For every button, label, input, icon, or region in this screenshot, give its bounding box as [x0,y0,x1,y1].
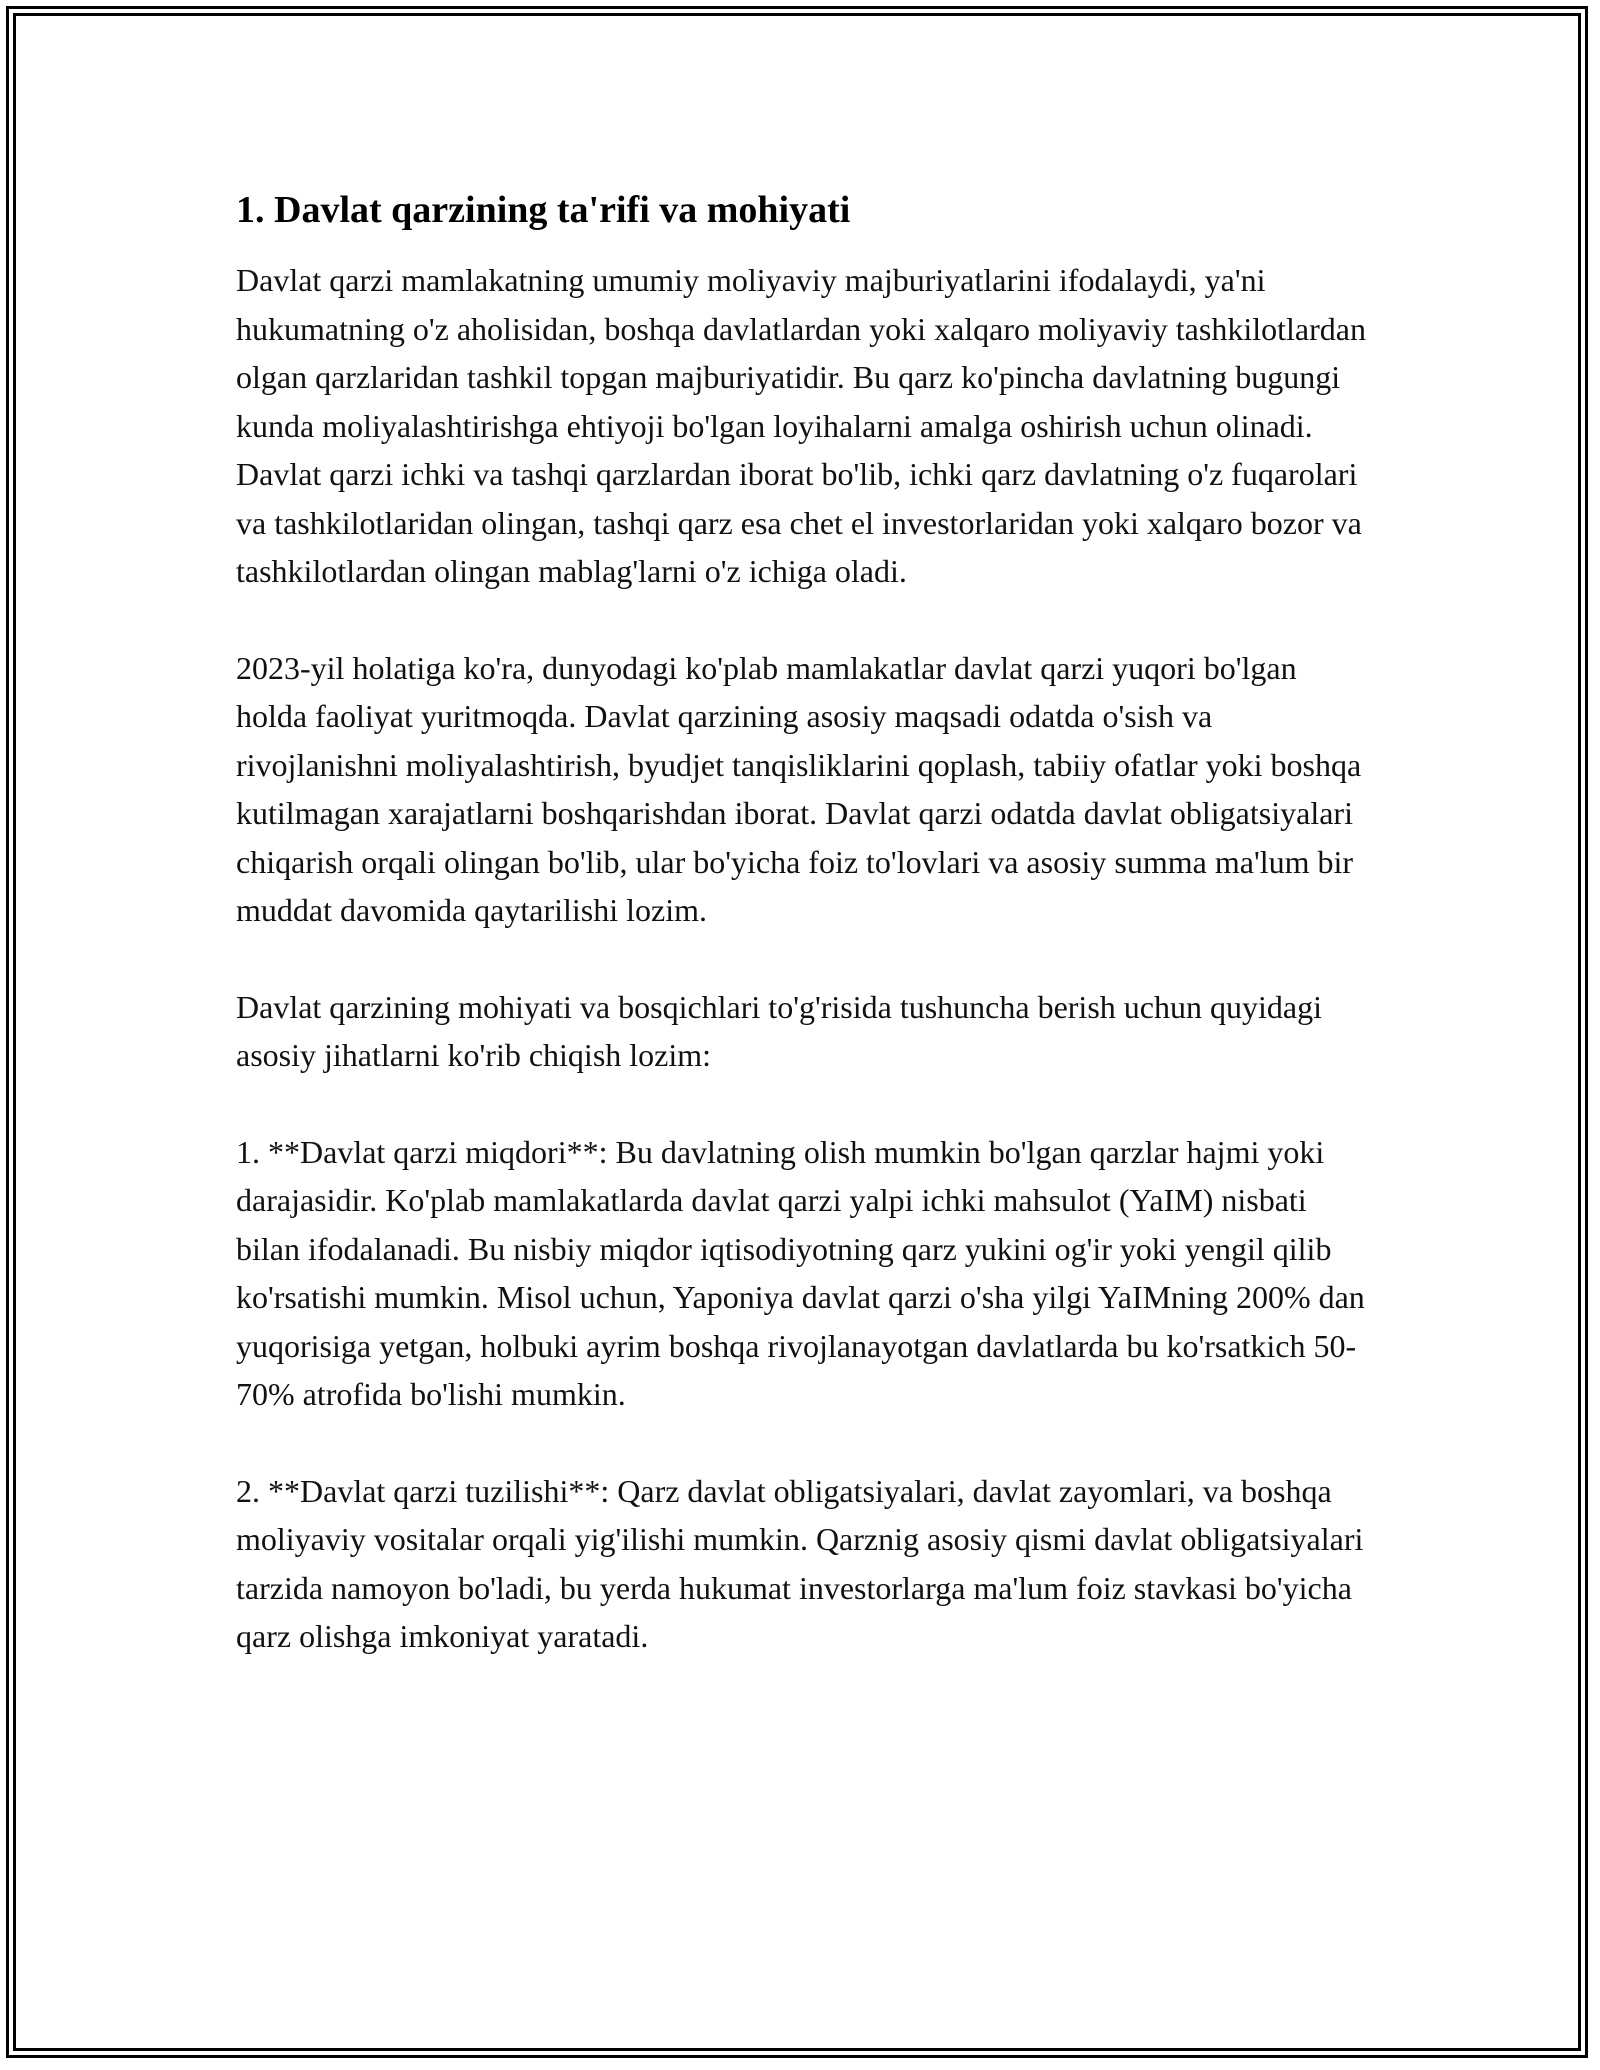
document-body [236,186,1366,1709]
paragraph-debt-amount: 1. **Davlat qarzi miqdori**: Bu davlatning olish mumkin bo'lgan qarzlar hajmi yoki darajasidir. Ko'plab mamlakatlarda davlat qarzi yalpi ichki mahsulot (YaIM) nisbati bilan ifodalanadi. Bu nisbiy miqdor iqtisodiyotning qarz yukini og'ir yoki yengil qilib ko'rsatishi mumkin. Misol uchun, Yaponiya davlat qarzi o'sha yilgi YaIMning 200% dan yuqorisiga yetgan, holbuki ayrim boshqa rivojlanayotgan davlatlarda bu ko'rsatkich 50-70% atrofida bo'lishi mumkin. [236,1133,1365,1412]
section-heading: 1. Davlat qarzining ta'rifi va mohiyati [236,189,851,231]
paragraph-definition: Davlat qarzi mamlakatning umumiy moliyaviy majburiyatlarini ifodalaydi, ya'ni hukumatning o'z aholisidan, boshqa davlatlardan yoki xalqaro moliyaviy tashkilotlardan olgan qarzlaridan tashkil topgan majburiyatidir. Bu qarz ko'pincha davlatning bugungi kunda moliyalashtirishga ehtiyoji bo'lgan loyihalarni amalga oshirish uchun olinadi. Davlat qarzi ichki va tashqi qarzlardan iborat bo'lib, ichki qarz davlatning o'z fuqarolari va tashkilotlaridan olingan, tashqi qarz esa chet el investorlaridan yoki xalqaro bozor va tashkilotlardan olingan mablag'larni o'z ichiga oladi. [236,262,1366,589]
paragraph-aspects-intro: Davlat qarzining mohiyati va bosqichlari to'g'risida tushuncha berish uchun quyidagi asosiy jihatlarni ko'rib chiqish lozim: [236,988,1322,1073]
paragraph-2023-status: 2023-yil holatiga ko'ra, dunyodagi ko'plab mamlakatlar davlat qarzi yuqori bo'lgan holda faoliyat yuritmoqda. Davlat qarzining asosiy maqsadi odatda o'sish va rivojlanishni moliyalashtirish, byudjet tanqisliklarini qoplash, tabiiy ofatlar yoki boshqa kutilmagan xarajatlarni boshqarishdan iborat. Davlat qarzi odatda davlat obligatsiyalari chiqarish orqali olingan bo'lib, ular bo'yicha foiz to'lovlari va asosiy summa ma'lum bir muddat davomida qaytarilishi lozim. [236,649,1362,928]
paragraph-debt-structure: 2. **Davlat qarzi tuzilishi**: Qarz davlat obligatsiyalari, davlat zayomlari, va boshqa moliyaviy vositalar orqali yig'ilishi mumkin. Qarznig asosiy qismi davlat obligatsiyalari tarzida namoyon bo'ladi, bu yerda hukumat investorlarga ma'lum foiz stavkasi bo'yicha qarz olishga imkoniyat yaratadi. [236,1472,1364,1654]
